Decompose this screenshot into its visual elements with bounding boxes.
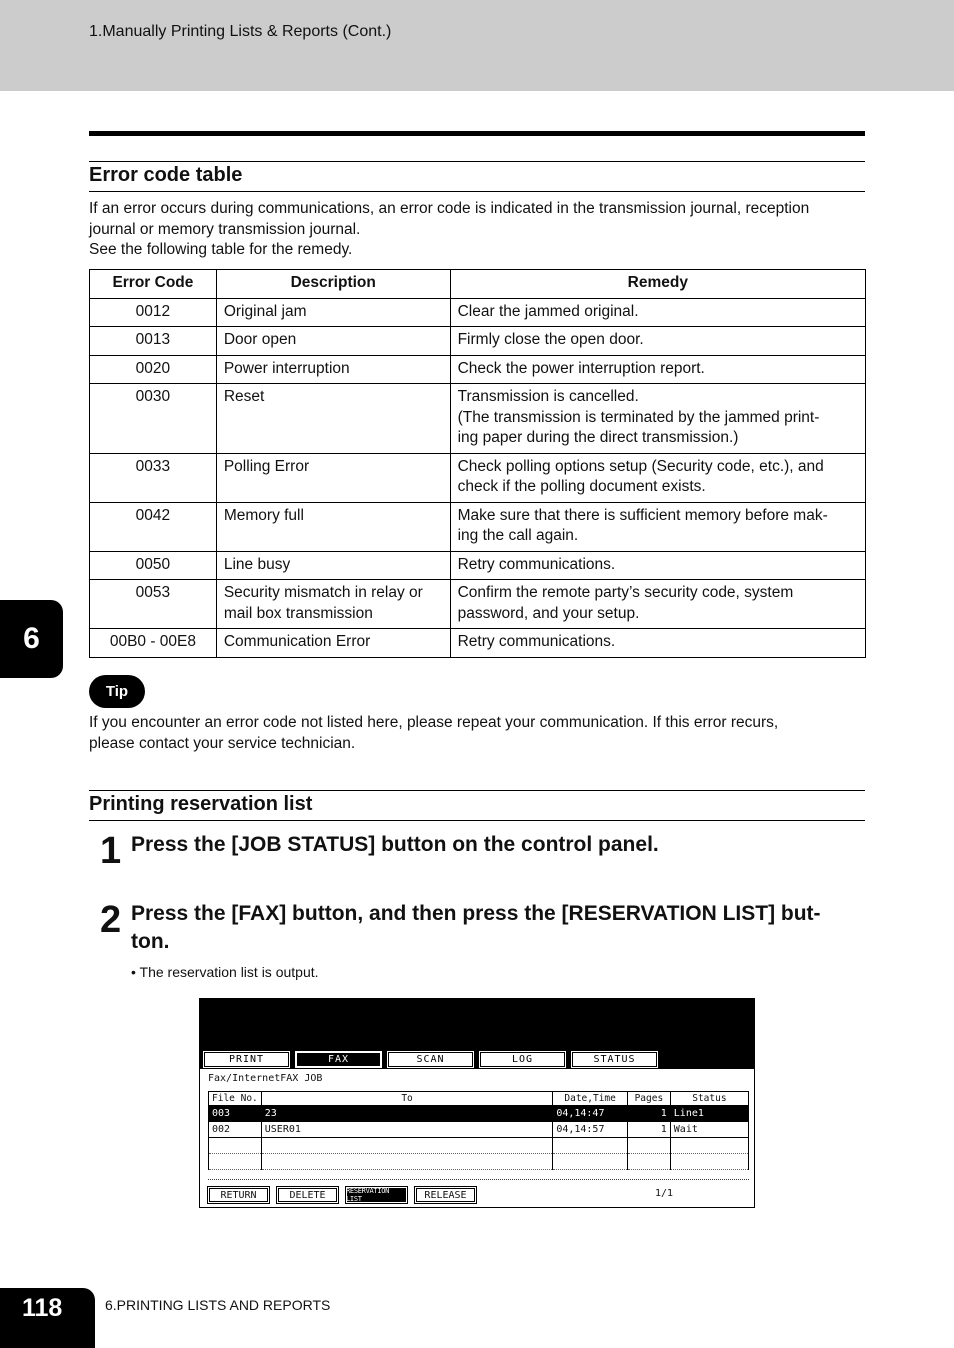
error-code: 0013 <box>90 327 217 356</box>
remedy-line: Confirm the remote party’s security code, system <box>457 584 794 601</box>
job-status: Wait <box>670 1122 748 1138</box>
chapter-tab: 6 <box>0 600 63 678</box>
error-code: 0042 <box>90 502 217 551</box>
tip-text <box>89 713 869 754</box>
header-band <box>0 0 954 91</box>
tip-line2: please contact your service technician. <box>89 734 356 752</box>
column-header-to: To <box>261 1092 553 1106</box>
table-row <box>90 453 866 502</box>
table-row <box>90 580 866 629</box>
error-remedy <box>450 384 865 454</box>
job-to: USER01 <box>261 1122 553 1138</box>
job-pages: 1 <box>627 1106 670 1122</box>
error-remedy: Clear the jammed original. <box>450 298 865 327</box>
job-file-no: 003 <box>209 1106 262 1122</box>
error-remedy <box>450 502 865 551</box>
page-number: 118 <box>0 1288 95 1348</box>
error-code: 0033 <box>90 453 217 502</box>
tab-status[interactable]: STATUS <box>571 1051 658 1068</box>
step-2-line1: Press the [FAX] button, and then press the [RESERVATION LIST] but- <box>131 902 821 925</box>
tip-line1: If you encounter an error code not listed here, please repeat your communication. If this error recurs, <box>89 714 779 731</box>
error-description: Power interruption <box>216 355 450 384</box>
error-description: Memory full <box>216 502 450 551</box>
error-code: 0050 <box>90 551 217 580</box>
table-row <box>90 384 866 454</box>
step-2-bullet: • The reservation list is output. <box>131 964 319 980</box>
error-remedy <box>450 453 865 502</box>
column-header-pages: Pages <box>627 1092 670 1106</box>
tip-badge: Tip <box>89 675 145 708</box>
lcd-tab-bar <box>203 1051 658 1068</box>
column-header-description: Description <box>216 270 450 299</box>
remedy-line: (The transmission is terminated by the jammed print- <box>457 408 820 426</box>
error-remedy: Check the power interruption report. <box>450 355 865 384</box>
description-line: Security mismatch in relay or <box>223 584 423 601</box>
error-code: 0020 <box>90 355 217 384</box>
return-button[interactable]: RETURN <box>207 1186 270 1204</box>
section-rule <box>89 131 865 136</box>
table-row <box>90 629 866 658</box>
job-row-selected[interactable] <box>209 1106 749 1122</box>
error-remedy: Retry communications. <box>450 551 865 580</box>
column-header-error-code: Error Code <box>90 270 217 299</box>
error-description: Door open <box>216 327 450 356</box>
delete-button[interactable]: DELETE <box>276 1186 339 1204</box>
tab-scan[interactable]: SCAN <box>387 1051 474 1068</box>
table-row <box>90 298 866 327</box>
tab-log[interactable]: LOG <box>479 1051 566 1068</box>
job-file-no: 002 <box>209 1122 262 1138</box>
column-header-remedy: Remedy <box>450 270 865 299</box>
error-description: Original jam <box>216 298 450 327</box>
description-line: mail box transmission <box>223 604 373 622</box>
error-intro-line1: If an error occurs during communications, an error code is indicated in the transmission journal, reception <box>89 200 810 217</box>
column-header-file-no: File No. <box>209 1092 262 1106</box>
error-code: 0053 <box>90 580 217 629</box>
lcd-header-row <box>209 1092 749 1106</box>
table-row <box>90 327 866 356</box>
reservation-job-table <box>208 1091 749 1170</box>
remedy-line: Transmission is cancelled. <box>457 388 639 405</box>
reservation-list-title: Printing reservation list <box>89 790 865 821</box>
remedy-line: ing the call again. <box>457 527 579 544</box>
error-code: 0012 <box>90 298 217 327</box>
step-1-text: Press the [JOB STATUS] button on the control panel. <box>131 833 659 856</box>
table-row <box>90 502 866 551</box>
lcd-subtitle: Fax/InternetFAX JOB <box>208 1073 323 1084</box>
remedy-line: Make sure that there is sufficient memory before mak- <box>457 506 828 524</box>
job-status: Line1 <box>670 1106 748 1122</box>
job-pages: 1 <box>627 1122 670 1138</box>
control-panel-screenshot <box>199 998 755 1208</box>
error-description: Reset <box>216 384 450 454</box>
lcd-divider <box>208 1179 749 1180</box>
remedy-line: ing paper during the direct transmission.) <box>457 429 739 446</box>
error-code: 00B0 - 00E8 <box>90 629 217 658</box>
tab-fax[interactable]: FAX <box>295 1051 382 1068</box>
remedy-line: Check polling options setup (Security code, etc.), and <box>457 457 824 475</box>
empty-job-row <box>209 1154 749 1170</box>
running-header: 1.Manually Printing Lists & Reports (Cont.) <box>89 23 392 40</box>
column-header-date-time: Date,Time <box>553 1092 628 1106</box>
table-row <box>90 551 866 580</box>
reservation-list-button[interactable]: RESERVATION LIST <box>345 1186 408 1204</box>
table-row <box>90 355 866 384</box>
remedy-line: password, and your setup. <box>457 604 640 622</box>
release-button[interactable]: RELEASE <box>414 1186 477 1204</box>
job-date-time: 04,14:47 <box>553 1106 628 1122</box>
error-intro-line3: See the following table for the remedy. <box>89 241 353 258</box>
job-to: 23 <box>261 1106 553 1122</box>
error-remedy <box>450 580 865 629</box>
table-header-row <box>90 270 866 299</box>
empty-job-row <box>209 1138 749 1154</box>
step-2-line2: ton. <box>131 930 170 953</box>
error-description <box>216 580 450 629</box>
error-description: Communication Error <box>216 629 450 658</box>
remedy-line: check if the polling document exists. <box>457 478 706 495</box>
error-description: Polling Error <box>216 453 450 502</box>
error-description: Line busy <box>216 551 450 580</box>
error-remedy: Firmly close the open door. <box>450 327 865 356</box>
tab-print[interactable]: PRINT <box>203 1051 290 1068</box>
job-date-time: 04,14:57 <box>553 1122 628 1138</box>
error-remedy: Retry communications. <box>450 629 865 658</box>
error-code: 0030 <box>90 384 217 454</box>
job-row[interactable] <box>209 1122 749 1138</box>
error-code-table-title: Error code table <box>89 161 865 192</box>
step-1-number: 1 <box>100 830 122 872</box>
step-2-text <box>131 900 866 956</box>
footer-section-title: 6.PRINTING LISTS AND REPORTS <box>105 1297 331 1313</box>
error-code-table <box>89 269 866 658</box>
error-intro <box>89 199 869 261</box>
lcd-button-bar <box>207 1186 477 1204</box>
error-intro-line2: journal or memory transmission journal. <box>89 220 361 238</box>
page-indicator: 1/1 <box>655 1188 674 1199</box>
column-header-status: Status <box>670 1092 748 1106</box>
step-2-number: 2 <box>100 899 122 941</box>
